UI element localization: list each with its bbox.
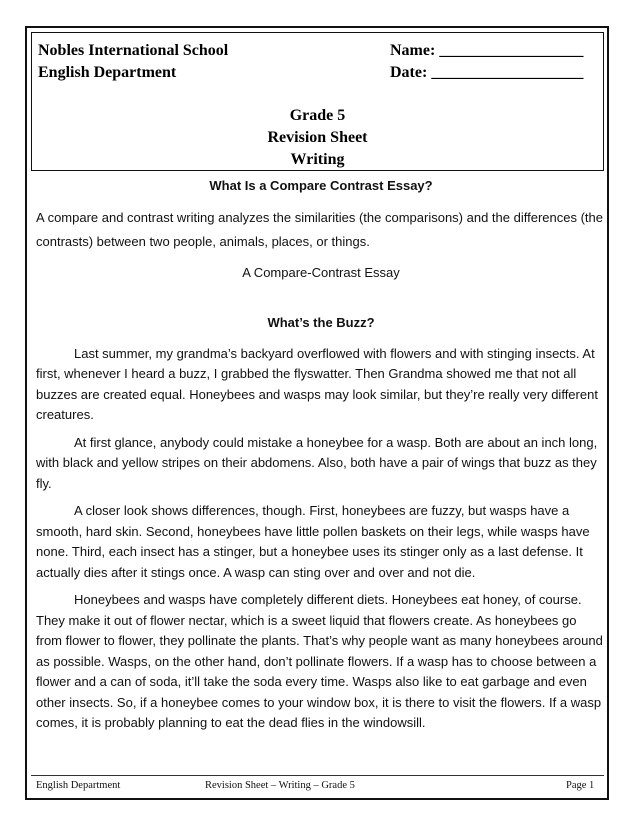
footer-title: Revision Sheet – Writing – Grade 5 [205, 780, 355, 791]
school-name: Nobles International School [38, 42, 229, 59]
footer-divider [31, 775, 604, 776]
footer-page-number: Page 1 [566, 780, 595, 791]
name-field-label: Name: __________________ [390, 42, 584, 59]
essay-title: What’s the Buzz? [267, 315, 375, 330]
date-field-label: Date: ___________________ [390, 64, 584, 81]
essay-paragraph-3: A closer look shows differences, though. First, honeybees are fuzzy, but wasps have a smooth, hard skin. Second, honeybees have little pollen baskets on their legs, while wasps have none. Third, each insect has a stinger, but a honeybee uses its stinger only as a last defense. It actually dies after it stings once. A wasp can sting over and over and not die. [36, 503, 590, 580]
grade-title: Grade 5 [289, 107, 346, 124]
essay-paragraph-1: Last summer, my grandma’s backyard overflowed with flowers and with stinging insects. At first, whenever I heard a buzz, I grabbed the flyswatter. Then Grandma showed me that not all buzzes are created equal. Honeybees and wasps may look similar, but they’re really very different creatures. [36, 345, 598, 422]
sheet-title: Revision Sheet [267, 129, 368, 146]
subject-title: Writing [290, 151, 345, 168]
footer-department: English Department [36, 780, 121, 791]
essay-label: A Compare-Contrast Essay [242, 264, 400, 280]
essay-paragraph-2: At first glance, anybody could mistake a honeybee for a wasp. Both are about an inch long, with black and yellow stripes on their abdomens. Also, both have a pair of wings that buzz as they fly. [36, 434, 598, 491]
definition-paragraph: A compare and contrast writing analyzes the similarities (the comparisons) and the differences (the contrasts) between two people, animals, places, or things. [36, 209, 603, 249]
essay-paragraph-4: Honeybees and wasps have completely different diets. Honeybees eat honey, of course. They make it out of flower nectar, which is a sweet liquid that flowers create. As honeybees go from flower to flower, they pollinate the plants. That’s why people want as many honeybees around as possible. Wasps, on the other hand, don’t pollinate flowers. If a wasp has to choose between a flower and a can of soda, it’ll take the soda every time. Wasps also like to eat garbage and even other insects. So, if a honeybee comes to your window box, it is there to visit the flowers. If a wasp comes, it is probably planning to eat the dead flies in the windowsill. [36, 592, 603, 730]
department-name: English Department [38, 64, 177, 81]
document-body [36, 176, 606, 741]
section-question: What Is a Compare Contrast Essay? [209, 178, 433, 193]
